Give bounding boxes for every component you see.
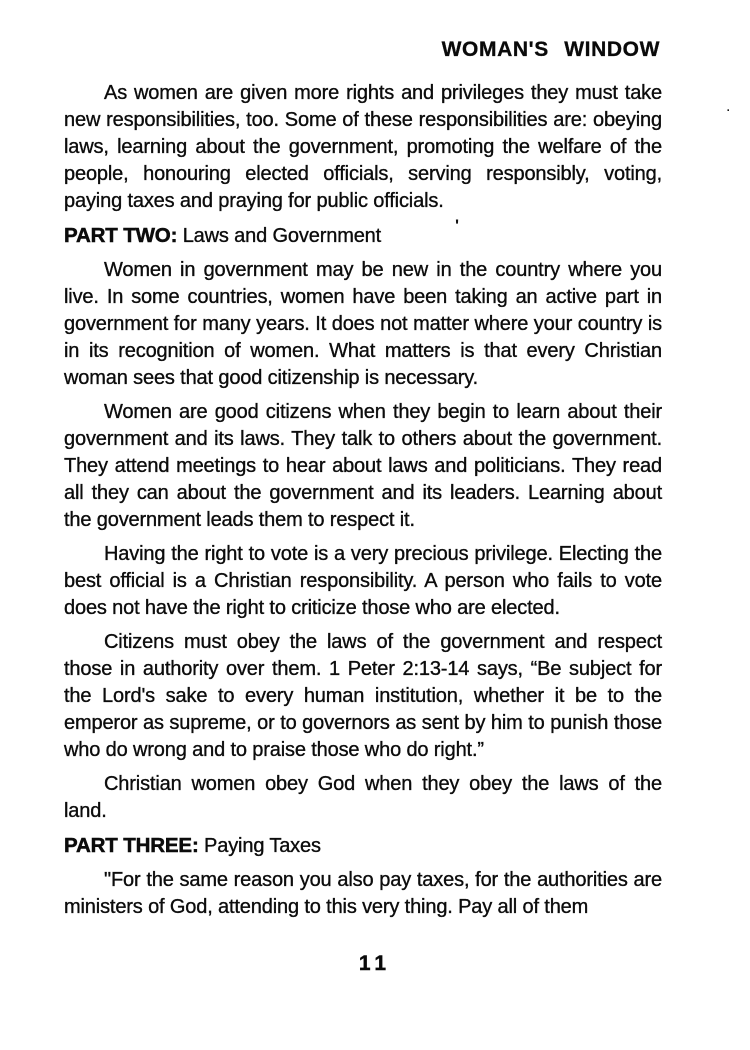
paragraph: Women in government may be new in the country where you live. In some countries, women have been taking an active part in government for many years. It does not matter where your country is in its recognition of women. What matters is that every Christian woman sees that good citizenship is necessary. [64,259,662,389]
section-heading [64,832,662,860]
paragraph: As women are given more rights and privileges they must take new responsibilities, too. Some of these responsibilities are: obeying laws, learning about the government, promoting the welfare of the people, honouring elected officials, serving responsibly, voting, paying taxes and praying for public officials. [64,82,662,212]
page-number: 11 [358,952,392,975]
section-heading-title: Paying Taxes [198,835,321,857]
section-heading-label: PART TWO: [64,224,178,247]
running-header: WOMAN'S WINDOW [441,38,660,61]
paragraph: Having the right to vote is a very precious privilege. Electing the best official is a Christian responsibility. A person who fails to vote does not have the right to criticize those who are elected. [64,543,662,619]
text-column [64,80,662,928]
paragraph: Citizens must obey the laws of the government and respect those in authority over them. 1 Peter 2:13-14 says, “Be subject for the Lord's sake to every human institution, whether it be to the emperor as supreme, or to governors as sent by him to punish those who do wrong and to praise those who do right.” [64,631,662,761]
paragraph: "For the same reason you also pay taxes, for the authorities are ministers of God, attending to this very thing. Pay all of them [64,869,662,918]
scan-artifact-dot: . [726,98,731,115]
section-heading [64,222,662,250]
paragraph: Women are good citizens when they begin to learn about their government and its laws. They talk to others about the government. They attend meetings to hear about laws and politicians. They read all they can about the government and its leaders. Learning about the government leads them to respect it. [64,401,662,531]
scan-artifact-apostrophe: ' [455,216,460,235]
paragraph: Christian women obey God when they obey the laws of the land. [64,773,662,822]
section-heading-title: Laws and Government [177,225,382,247]
section-heading-label: PART THREE: [64,834,199,857]
